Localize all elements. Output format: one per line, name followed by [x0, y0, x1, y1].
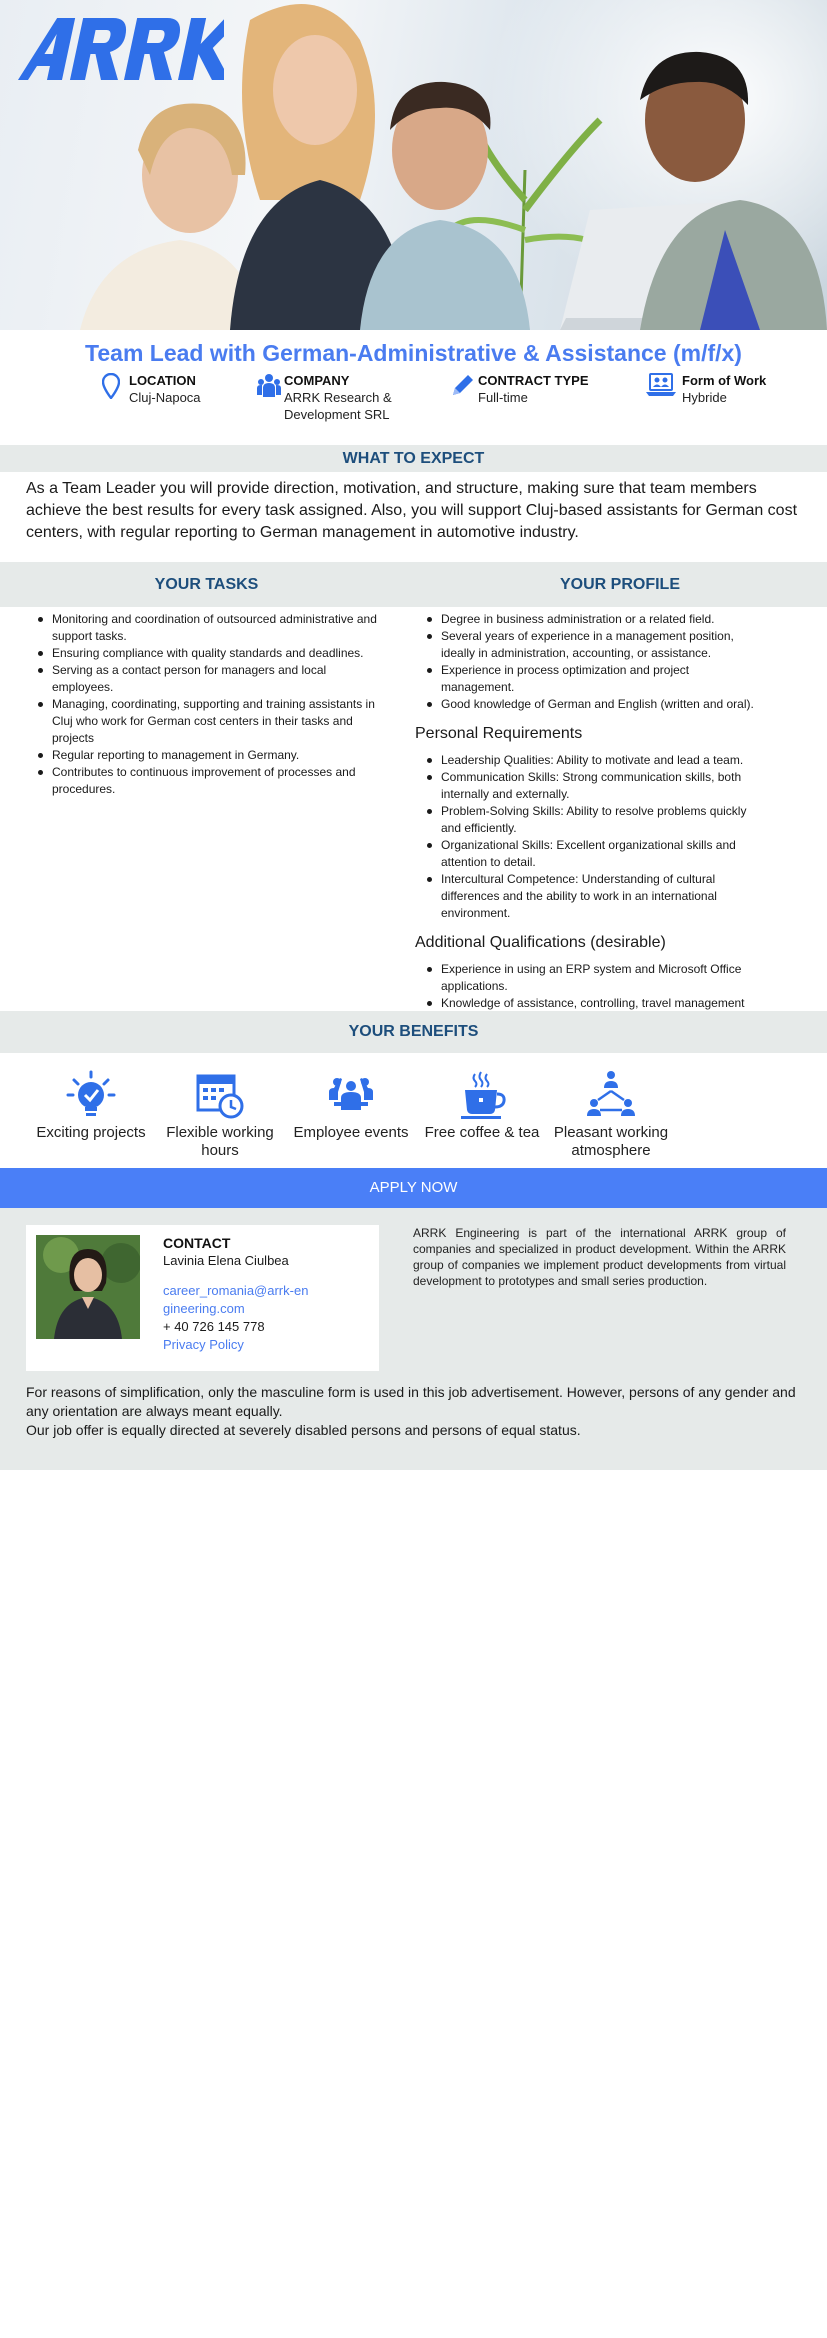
privacy-policy-link[interactable]: Privacy Policy [163, 1337, 244, 1352]
job-title: Team Lead with German-Administrative & Assistance (m/f/x) [85, 340, 742, 366]
profile-column [415, 611, 765, 1029]
fact-contract-value: Full-time [478, 390, 528, 405]
your-tasks-heading: YOUR TASKS [154, 576, 259, 593]
contact-email-link[interactable]: career_romania@arrk-engineering.com [163, 1283, 309, 1316]
contact-info [163, 1234, 373, 1354]
apply-now-button[interactable]: APPLY NOW [0, 1168, 827, 1208]
benefit-label: Flexible working hours [166, 1124, 274, 1159]
fact-location-value: Cluj-Napoca [129, 390, 201, 405]
fact-work-form [646, 373, 766, 406]
benefit-pleasant-atmosphere [541, 1070, 681, 1160]
what-to-expect-text: As a Team Leader you will provide direction, motivation, and structure, making sure that team members achieve the best results for every task assigned. Also, you will support Cluj-based assistants for German cost centers, with regular reporting to German management in automotive industry. [26, 480, 798, 541]
person-woman-left [80, 103, 260, 330]
arrk-logo[interactable] [14, 14, 224, 82]
list-item: Regular reporting to management in Germany. [38, 747, 390, 764]
your-profile-heading: YOUR PROFILE [559, 576, 680, 593]
list-item: Leadership Qualities: Ability to motivate and lead a team. [427, 752, 765, 769]
contact-phone: + 40 726 145 778 [163, 1319, 265, 1334]
benefit-employee-events [281, 1070, 421, 1142]
personal-requirements-heading: Personal Requirements [415, 725, 583, 742]
fact-contract-label: CONTRACT TYPE [478, 373, 589, 388]
benefit-label: Exciting projects [36, 1124, 146, 1141]
benefit-label: Employee events [293, 1124, 409, 1141]
disclaimer-gender: For reasons of simplification, only the masculine form is used in this job advertisement. However, persons of any gender and any orientation are always meant equally. [26, 1384, 796, 1419]
fact-work-form-label: Form of Work [682, 373, 767, 388]
calendar-clock-icon [195, 1070, 245, 1120]
fact-company-value: ARRK Research & Development SRL [284, 390, 392, 422]
personal-requirements-list [427, 752, 765, 922]
benefit-label: Free coffee & tea [424, 1124, 540, 1141]
job-facts [0, 373, 827, 429]
list-item: Monitoring and coordination of outsourced administrative and support tasks. [38, 611, 390, 645]
coffee-cup-icon [457, 1070, 507, 1120]
person-man-center [360, 82, 530, 330]
list-item: Problem-Solving Skills: Ability to resolve problems quickly and efficiently. [427, 803, 765, 837]
benefit-flexible-hours [150, 1070, 290, 1160]
lightbulb-check-icon [66, 1070, 116, 1120]
disclaimer [26, 1383, 806, 1440]
contact-card [26, 1225, 379, 1371]
location-pin-icon [102, 373, 120, 399]
list-item: Organizational Skills: Excellent organizational skills and attention to detail. [427, 837, 765, 871]
people-group-icon [257, 373, 281, 397]
fact-work-form-value: Hybride [682, 390, 727, 405]
profile-list [427, 611, 765, 713]
team-celebration-icon [326, 1070, 376, 1120]
tasks-profile-band [0, 562, 827, 607]
benefit-label: Pleasant working atmosphere [553, 1124, 669, 1159]
contact-name: Lavinia Elena Ciulbea [163, 1253, 289, 1268]
fact-location-label: LOCATION [129, 373, 196, 388]
list-item: Experience in process optimization and project management. [427, 662, 765, 696]
list-item: Serving as a contact person for managers and local employees. [38, 662, 390, 696]
fact-location [102, 373, 201, 406]
person-man-right [640, 52, 827, 330]
list-item: Contributes to continuous improvement of processes and procedures. [38, 764, 390, 798]
your-benefits-heading: YOUR BENEFITS [0, 1011, 827, 1053]
tasks-list [38, 611, 390, 798]
list-item: Ensuring compliance with quality standards and deadlines. [38, 645, 390, 662]
fact-contract [451, 373, 589, 406]
list-item: Several years of experience in a management position, ideally in administration, accounting, or assistance. [427, 628, 765, 662]
list-item: Degree in business administration or a related field. [427, 611, 765, 628]
avatar [36, 1235, 140, 1339]
contact-photo [36, 1235, 140, 1339]
list-item: Managing, coordinating, supporting and training assistants in Cluj who work for German cost centers in their tasks and projects [38, 696, 390, 747]
what-to-expect-heading: WHAT TO EXPECT [0, 445, 827, 472]
benefit-exciting-projects [21, 1070, 161, 1142]
tasks-column [38, 611, 390, 798]
pencil-icon [451, 373, 475, 397]
list-item: Intercultural Competence: Understanding of cultural differences and the ability to work in an international environment. [427, 871, 765, 922]
laptop-users-icon [646, 373, 676, 397]
company-about-text: ARRK Engineering is part of the international ARRK group of companies and specialized in product development. Within the ARRK group of companies we implement product developments from virtual development to prototypes and small series production. [413, 1226, 786, 1288]
benefit-coffee-tea [412, 1070, 552, 1142]
list-item: Experience in using an ERP system and Microsoft Office applications. [427, 961, 765, 995]
hero-image [0, 0, 827, 330]
list-item: Good knowledge of German and English (written and oral). [427, 696, 765, 713]
contact-heading: CONTACT [163, 1235, 231, 1251]
footer-section [0, 1208, 827, 1470]
list-item: Communication Skills: Strong communication skills, both internally and externally. [427, 769, 765, 803]
disclaimer-disability: Our job offer is equally directed at severely disabled persons and persons of equal status. [26, 1422, 581, 1438]
list-item: Knowledge of assistance, controlling, travel management [427, 995, 765, 1029]
network-people-icon [586, 1070, 636, 1120]
additional-qualifications-heading: Additional Qualifications (desirable) [415, 934, 666, 951]
fact-company-label: COMPANY [284, 373, 350, 388]
